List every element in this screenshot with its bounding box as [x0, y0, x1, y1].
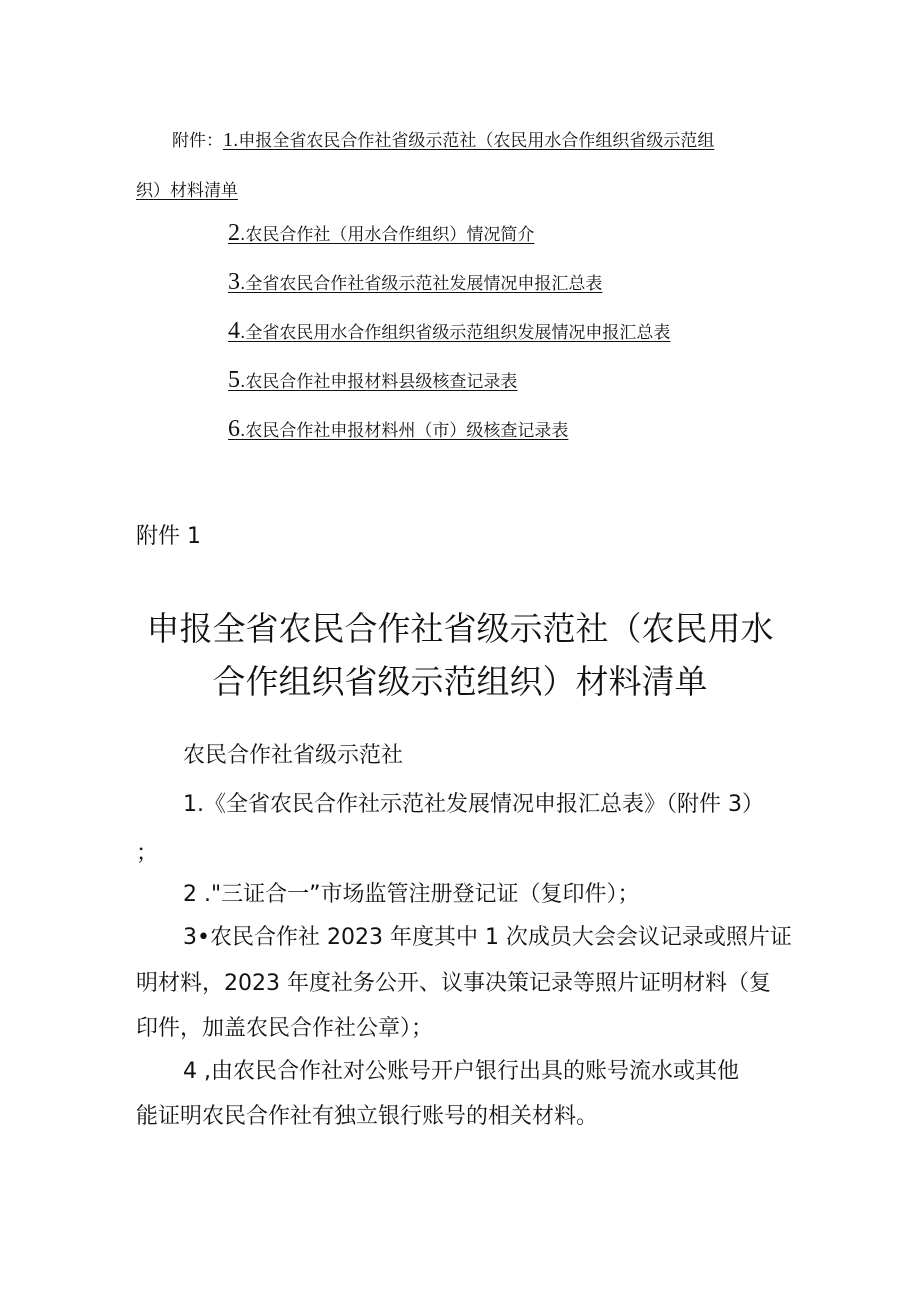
attachment-4-number: 4: [228, 318, 240, 344]
attachment-6-number: 6: [228, 416, 240, 442]
attachment-item-2[interactable]: [228, 220, 534, 247]
list-item-2: 2 ."三证合一”市场监管注册登记证（复印件）；: [183, 882, 640, 907]
attachment-4-text: .全省农民用水合作组织省级示范组织发展情况申报汇总表: [240, 323, 671, 343]
annex-label: 附件 1: [136, 524, 201, 549]
attachment-2-number: 2: [228, 220, 240, 246]
list-item-3-line-2: 明材料，2023 年度社务公开、议事决策记录等照片证明材料（复: [136, 971, 771, 996]
attachment-1-text-a: .申报全省农民合作社省级示范社（农民用水合作组织省级示范组: [233, 131, 715, 151]
document-title-line-1: 申报全省农民合作社省级示范社（农民用水: [146, 609, 774, 648]
list-item-1-line-2: ；: [136, 841, 159, 866]
list-item-3-line-1: 3•农民合作社 2023 年度其中 1 次成员大会会议记录或照片证: [183, 925, 792, 950]
attachment-3-number: 3: [228, 269, 240, 295]
attachment-item-5[interactable]: [228, 367, 517, 394]
list-item-4-line-1: 4 ,由农民合作社对公账号开户银行出具的账号流水或其他: [183, 1059, 739, 1084]
attachment-item-6[interactable]: [228, 416, 568, 443]
attachment-item-3[interactable]: [228, 269, 602, 296]
list-item-3-line-3: 印件，加盖农民合作社公章）；: [136, 1016, 434, 1041]
list-item-1-line-1: 1.《全省农民合作社示范社发展情况申报汇总表》（附件 3）: [183, 792, 764, 817]
attachment-5-number: 5: [228, 367, 240, 393]
document-title-line-2: 合作组织省级示范组织）材料清单: [212, 662, 708, 701]
attachment-item-4[interactable]: [228, 318, 670, 345]
attachment-1-text-b[interactable]: 织）材料清单: [136, 181, 238, 201]
attachment-3-text: .全省农民合作社省级示范社发展情况申报汇总表: [240, 274, 603, 294]
section-heading: 农民合作社省级示范社: [183, 743, 404, 768]
attachment-1-number: 1: [223, 129, 233, 151]
attachment-2-text: .农民合作社（用水合作组织）情况简介: [240, 225, 535, 245]
attachments-label: 附件：: [172, 131, 223, 151]
list-item-4-line-2: 能证明农民合作社有独立银行账号的相关材料。: [136, 1104, 599, 1129]
attachment-6-text: .农民合作社申报材料州（市）级核查记录表: [240, 421, 569, 441]
attachment-1-link[interactable]: [223, 131, 714, 151]
attachment-item-1[interactable]: [172, 126, 714, 152]
attachment-5-text: .农民合作社申报材料县级核查记录表: [240, 372, 518, 392]
